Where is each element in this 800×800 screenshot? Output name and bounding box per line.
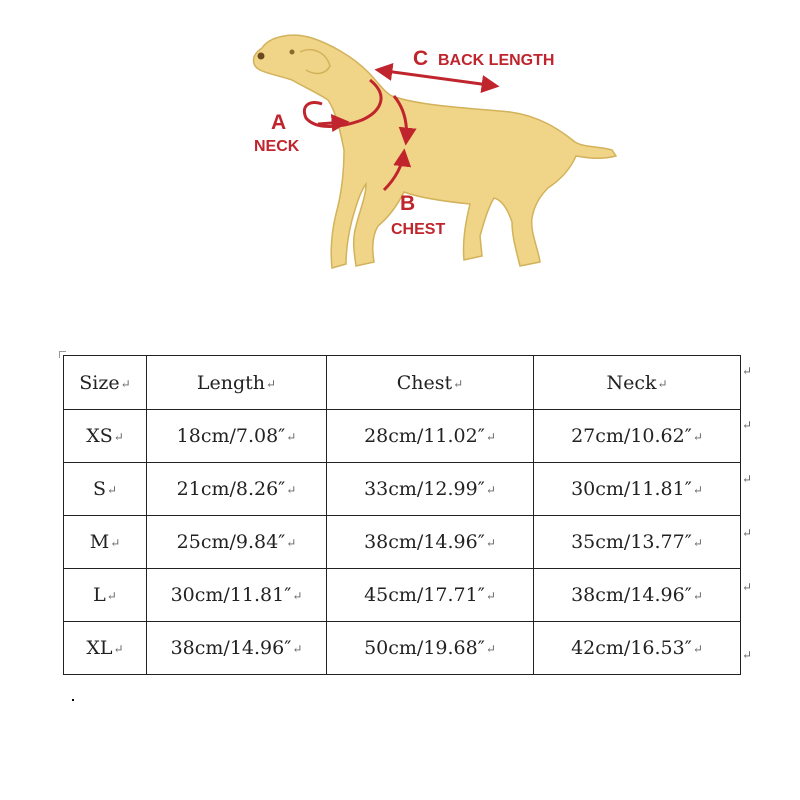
cell-chest: 33cm/12.99″↵	[327, 463, 534, 516]
table-header-row	[64, 356, 741, 410]
paragraph-dot	[72, 699, 74, 701]
label-back-length: BACK LENGTH	[438, 52, 555, 69]
cell-length: 38cm/14.96″↵	[147, 622, 327, 675]
row-end-mark: ↵	[742, 648, 753, 662]
label-b: B	[400, 192, 416, 215]
label-neck: NECK	[254, 138, 300, 155]
cell-length: 18cm/7.08″↵	[147, 410, 327, 463]
back-length-arrow	[378, 70, 496, 86]
row-end-mark: ↵	[742, 526, 753, 540]
cell-neck: 35cm/13.77″↵	[534, 516, 741, 569]
label-a: A	[271, 111, 287, 134]
header-size: Size↵	[64, 356, 147, 410]
cell-neck: 27cm/10.62″↵	[534, 410, 741, 463]
row-end-mark: ↵	[742, 364, 753, 378]
cell-chest: 28cm/11.02″↵	[327, 410, 534, 463]
header-length: Length↵	[147, 356, 327, 410]
label-c: C	[413, 47, 429, 70]
cell-size: XS↵	[64, 410, 147, 463]
cell-size: L↵	[64, 569, 147, 622]
table-row	[64, 463, 741, 516]
table-row	[64, 622, 741, 675]
cell-chest: 38cm/14.96″↵	[327, 516, 534, 569]
cell-chest: 45cm/17.71″↵	[327, 569, 534, 622]
table-row	[64, 569, 741, 622]
cell-length: 21cm/8.26″↵	[147, 463, 327, 516]
row-end-mark: ↵	[742, 418, 753, 432]
cell-neck: 42cm/16.53″↵	[534, 622, 741, 675]
dog-measurement-diagram	[0, 0, 800, 300]
cell-size: XL↵	[64, 622, 147, 675]
row-end-mark: ↵	[742, 472, 753, 486]
header-neck: Neck↵	[534, 356, 741, 410]
cell-length: 30cm/11.81″↵	[147, 569, 327, 622]
cell-neck: 38cm/14.96″↵	[534, 569, 741, 622]
label-chest: CHEST	[391, 221, 446, 238]
cell-chest: 50cm/19.68″↵	[327, 622, 534, 675]
cell-neck: 30cm/11.81″↵	[534, 463, 741, 516]
table-row	[64, 516, 741, 569]
cell-length: 25cm/9.84″↵	[147, 516, 327, 569]
size-chart-table	[63, 355, 741, 675]
header-chest: Chest↵	[327, 356, 534, 410]
row-end-mark: ↵	[742, 580, 753, 594]
table-row	[64, 410, 741, 463]
cell-size: M↵	[64, 516, 147, 569]
cell-size: S↵	[64, 463, 147, 516]
